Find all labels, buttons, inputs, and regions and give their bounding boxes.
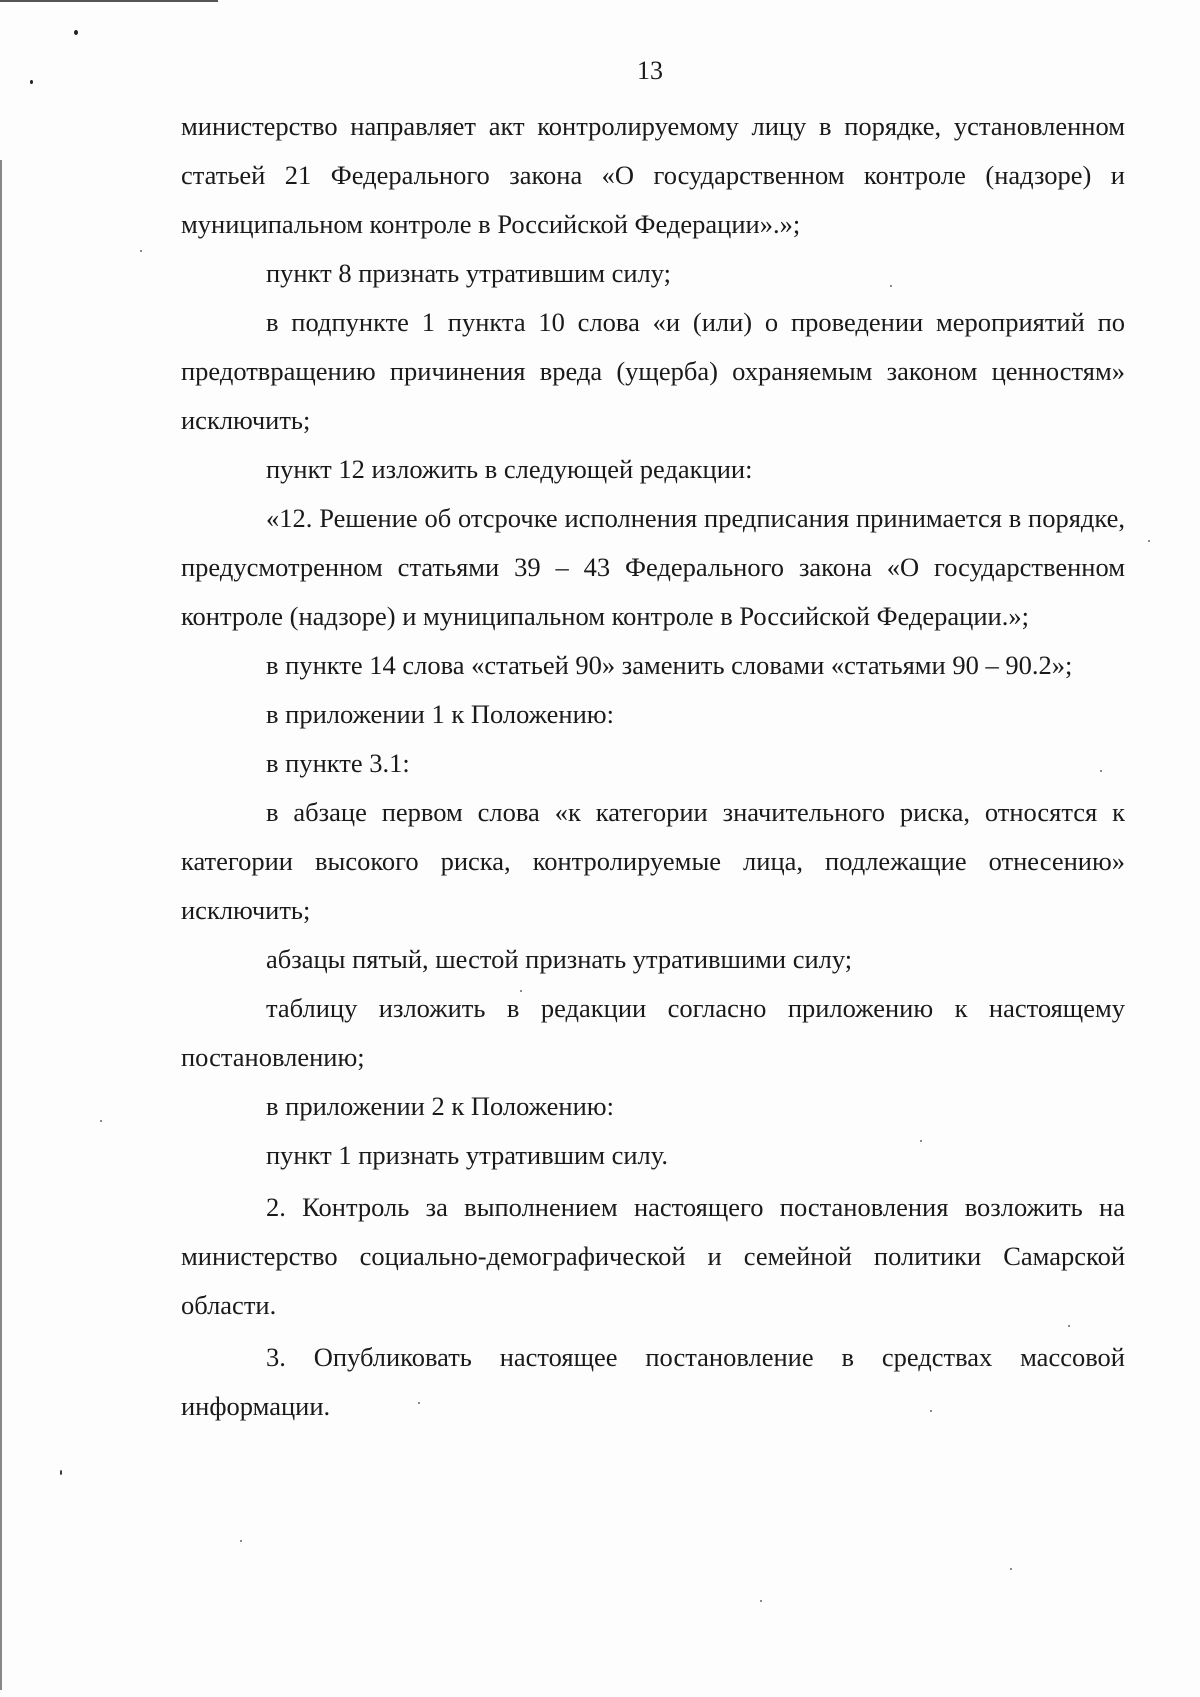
paragraph-item-3-1: в пункте 3.1: (266, 748, 410, 778)
paragraph-item-1: пункт 1 признать утратившим силу. (266, 1140, 668, 1170)
scan-speck (60, 1470, 62, 1475)
paragraph-appendix-2: в приложении 2 к Положению: (266, 1091, 614, 1121)
left-edge-line (0, 160, 2, 1690)
paragraph-first-para: в абзаце первом слова «к категории значительного риска, относятся к категории высокого риска, контролируемые лица, подлежащие отнесению» исключить; (181, 797, 1125, 925)
scan-speck (240, 1540, 242, 1542)
scan-speck (920, 1140, 922, 1142)
scan-speck (100, 1120, 102, 1122)
paragraph-item-12-intro: пункт 12 изложить в следующей редакции: (266, 454, 753, 484)
paragraph-table: таблицу изложить в редакции согласно приложению к настоящему постановлению; (181, 993, 1125, 1072)
page-number: 13 (637, 56, 663, 85)
scan-speck (1148, 540, 1150, 542)
paragraph-item-10: в подпункте 1 пункта 10 слова «и (или) о проведении мероприятий по предотвращению причинения вреда (ущерба) охраняемым законом ценностям» исключить; (181, 307, 1125, 435)
paragraph-item-8: пункт 8 признать утратившим силу; (266, 258, 672, 288)
paragraph-control: 2. Контроль за выполнением настоящего постановления возложить на министерство социально-демографической и семейной политики Самарской области. (181, 1192, 1125, 1320)
scan-speck (418, 1402, 420, 1404)
document-body (181, 102, 1125, 1431)
paragraph-item-14: в пункте 14 слова «статьей 90» заменить словами «статьями 90 – 90.2»; (266, 650, 1073, 680)
scan-speck (1100, 770, 1102, 772)
scan-speck (74, 30, 78, 35)
paragraph-publish: 3. Опубликовать настоящее постановление в средствах массовой информации. (181, 1342, 1125, 1421)
paragraph-appendix-1: в приложении 1 к Положению: (266, 699, 614, 729)
scan-speck (760, 1600, 762, 1602)
scan-speck (1010, 1568, 1012, 1570)
scan-speck (1068, 1325, 1070, 1327)
top-edge-line (0, 0, 218, 2)
paragraph-continuation: министерство направляет акт контролируемому лицу в порядке, установленном статьей 21 Федерального закона «О государственном контроле (надзоре) и муниципальном контроле в Российской Федерации».»; (181, 111, 1125, 239)
scan-speck (520, 990, 522, 992)
paragraph-item-12-text: «12. Решение об отсрочке исполнения предписания принимается в порядке, предусмотренном статьями 39 – 43 Федерального закона «О государственном контроле (надзоре) и муниципальном контроле в Российской Федерации.»; (181, 503, 1125, 631)
scan-speck (140, 250, 142, 252)
paragraph-fifth-sixth: абзацы пятый, шестой признать утратившими силу; (266, 944, 853, 974)
scan-speck (30, 80, 33, 84)
scan-speck (890, 285, 892, 287)
scan-speck (930, 1410, 932, 1412)
